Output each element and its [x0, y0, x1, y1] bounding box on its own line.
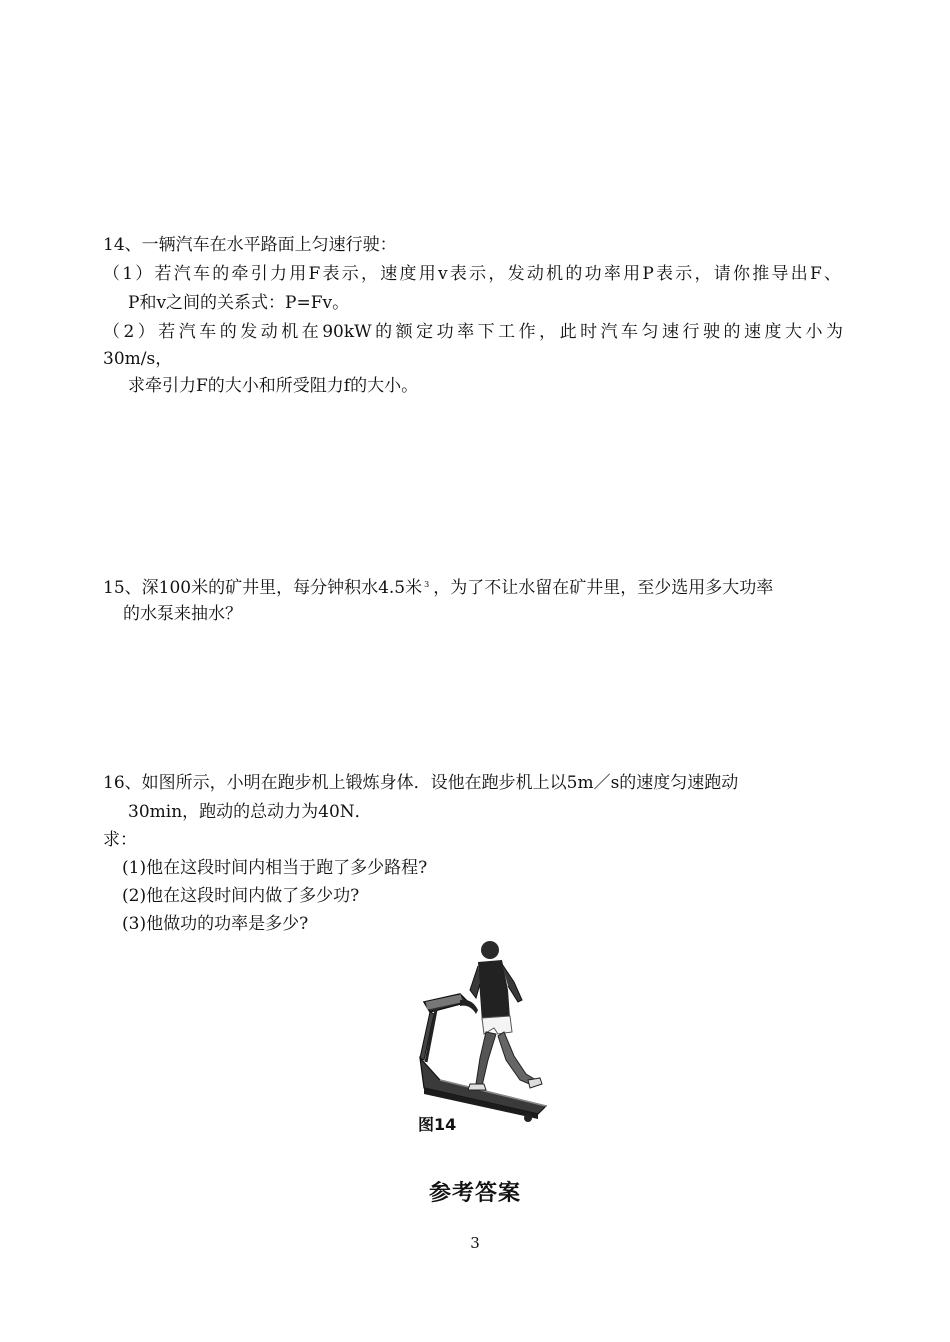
figure-caption: 图14: [418, 1115, 457, 1134]
treadmill-figure: [410, 938, 555, 1140]
q16-line1: 16、如图所示，小明在跑步机上锻炼身体．设他在跑步机上以5m／s的速度匀速跑动: [103, 773, 739, 793]
q14-title: 14、一辆汽车在水平路面上匀速行驶：: [103, 235, 397, 255]
q15-exponent: 3: [424, 580, 430, 589]
answer-heading: 参考答案: [428, 1180, 521, 1206]
q15-line1-rest: ，为了不让水留在矿井里，至少选用多大功率: [433, 578, 774, 598]
q15-line1: [103, 574, 773, 599]
q14-part2-line3: 求牵引力F的大小和所受阻力f的大小。: [128, 376, 419, 396]
q15-line1-text: 15、深100米的矿井里，每分钟积水4.5米: [103, 578, 423, 598]
q14-part1-line1: （1）若汽车的牵引力用F表示，速度用v表示，发动机的功率用P表示，请你推导出F、: [103, 264, 841, 284]
q16-line3: 求：: [103, 830, 137, 850]
q15-line2: 的水泵来抽水？: [123, 604, 242, 624]
q16-sub1: (1)他在这段时间内相当于跑了多少路程?: [122, 858, 428, 878]
q16-sub3: (3)他做功的功率是多少?: [122, 914, 309, 934]
q16-line2: 30min，跑动的总动力为40N．: [128, 802, 372, 822]
runner: [468, 941, 542, 1090]
q14-part2-line1: （2）若汽车的发动机在90kW的额定功率下工作，此时汽车匀速行驶的速度大小为: [103, 322, 843, 342]
q14-part2-line2: 30m/s，: [103, 349, 173, 369]
q16-sub2: (2)他在这段时间内做了多少功?: [122, 886, 360, 906]
q14-part1-line2: P和v之间的关系式：P=Fv。: [128, 293, 350, 313]
page-number: 3: [470, 1234, 480, 1252]
treadmill-console: [420, 994, 478, 1062]
